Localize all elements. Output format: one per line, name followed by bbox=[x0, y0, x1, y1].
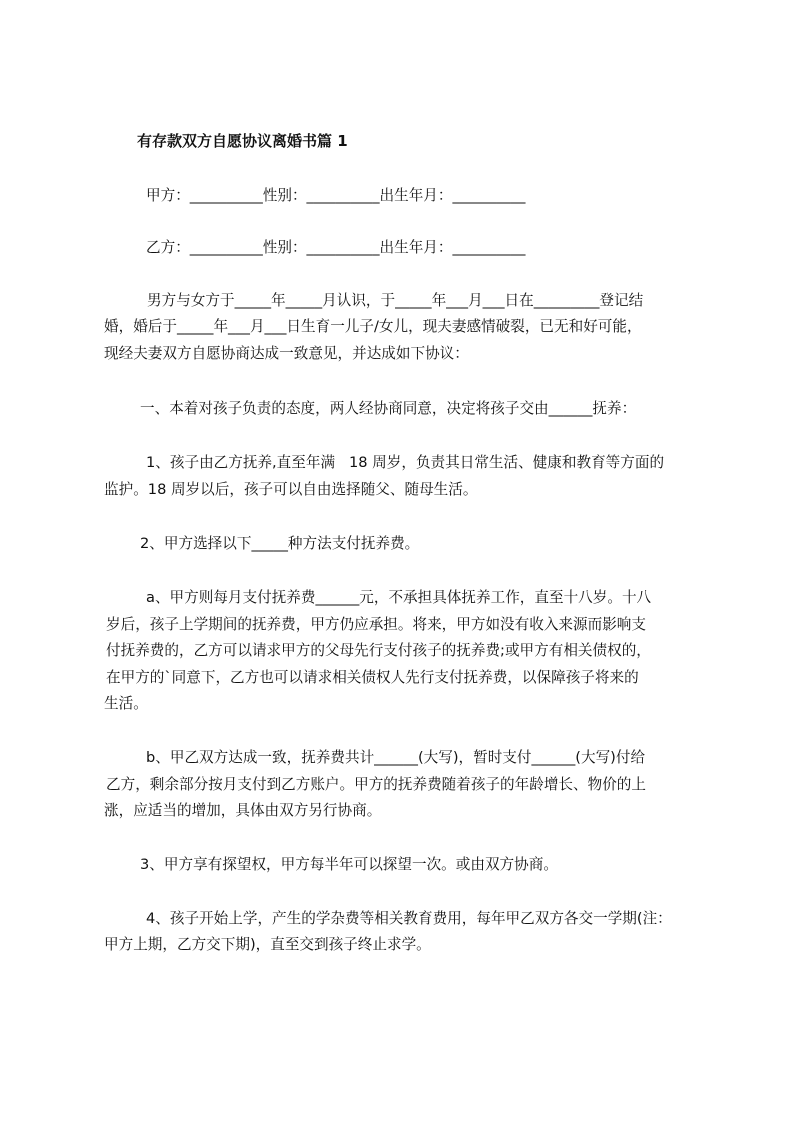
clause-1-line: 监护。18 周岁以后，孩子可以自由选择随父、随母生活。 bbox=[104, 481, 478, 498]
clause-4-line: 甲方上期，乙方交下期)，直至交到孩子终止求学。 bbox=[104, 936, 431, 953]
party-b-line: 乙方：__________性别：__________出生年月：__________ bbox=[146, 239, 526, 256]
clause-1-line: 1、孩子由乙方抚养,直至年满 18 周岁，负责其日常生活、健康和教育等方面的 bbox=[146, 454, 665, 471]
clause-b-line: 涨，应适当的增加，具体由双方另行协商。 bbox=[104, 802, 382, 819]
document-title: 有存款双方自愿协议离婚书篇 1 bbox=[137, 132, 348, 150]
clause-a-line: 岁后，孩子上学期间的抚养费，甲方仍应承担。将来，甲方如没有收入来源而影响支 bbox=[106, 616, 646, 633]
clause-2-line: 2、甲方选择以下_____种方法支付抚养费。 bbox=[140, 535, 420, 552]
clause-a-line: 生活。 bbox=[104, 695, 148, 712]
clause-a-line: a、甲方则每月支付抚养费______元，不承担具体抚养工作，直至十八岁。十八 bbox=[146, 589, 652, 606]
clause-b-line: 乙方，剩余部分按月支付到乙方账户。甲方的抚养费随着孩子的年龄增长、物价的上 bbox=[106, 776, 646, 793]
clause-3-line: 3、甲方享有探望权，甲方每半年可以探望一次。或由双方协商。 bbox=[140, 856, 558, 873]
clause-b-line: b、甲乙双方达成一致，抚养费共计______(大写)，暂时支付______(大写)付给 bbox=[146, 749, 646, 766]
paragraph-intro-line: 现经夫妻双方自愿协商达成一致意见，并达成如下协议： bbox=[104, 345, 469, 362]
clause-4-line: 4、孩子开始上学，产生的学杂费等相关教育费用，每年甲乙双方各交一学期(注： bbox=[146, 910, 672, 927]
paragraph-intro-line: 男方与女方于_____年_____月认识，于_____年___月___日在_________登记结 bbox=[147, 292, 644, 309]
clause-one-line: 一、本着对孩子负责的态度，两人经协商同意，决定将孩子交由______抚养： bbox=[140, 400, 637, 417]
clause-a-line: 在甲方的`同意下，乙方也可以请求相关债权人先行支付抚养费，以保障孩子将来的 bbox=[106, 669, 639, 686]
paragraph-intro-line: 婚，婚后于_____年___月___日生育一儿子/女儿，现夫妻感情破裂，已无和好可能， bbox=[104, 318, 642, 335]
party-a-line: 甲方：__________性别：__________出生年月：__________ bbox=[146, 187, 526, 204]
clause-a-line: 付抚养费的，乙方可以请求甲方的父母先行支付孩子的抚养费;或甲方有相关债权的， bbox=[106, 642, 651, 659]
